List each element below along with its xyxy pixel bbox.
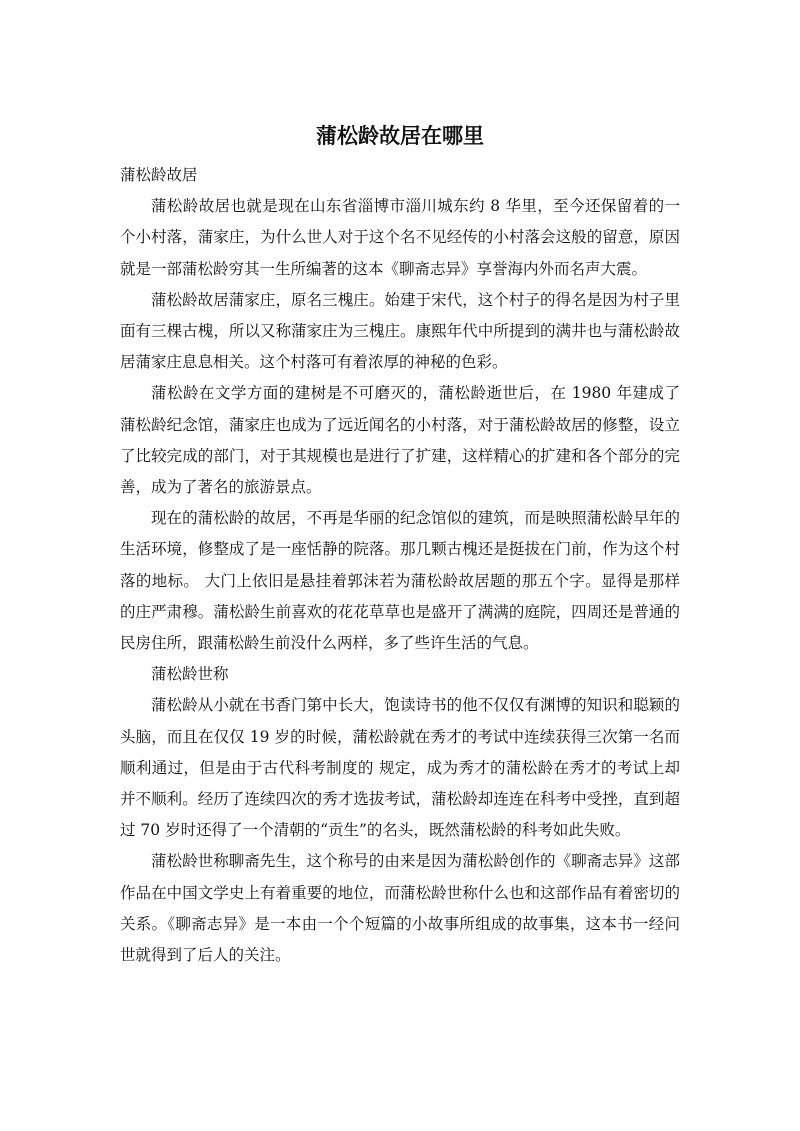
document-title: 蒲松龄故居在哪里 [316,124,484,148]
paragraph: 蒲松龄从小就在书香门第中长大，饱读诗书的他不仅仅有渊博的知识和聪颖的头脑，而且在仅仅 19 岁的时候，蒲松龄就在秀才的考试中连续获得三次第一名而顺利通过，但是由于古代科考制度的 规定，成为秀才的蒲松龄在秀才的考试上却并不顺利。经历了连续四次的秀才选拔考试，蒲松龄却连连在科考中受挫，直到超过 70 岁时还得了一个清朝的“贡生”的名头，既然蒲松龄的科考如此失败。 [120,696,680,840]
section-heading-guju: 蒲松龄故居 [120,166,198,184]
paragraph: 蒲松龄故居也就是现在山东省淄博市淄川城东约 8 华里，至今还保留着的一个小村落，蒲家庄，为什么世人对于这个名不见经传的小村落会这般的留意，原因就是一部蒲松龄穷其一生所编著的这本《聊斋志异》享誉海内外而名声大震。 [120,197,680,278]
paragraph: 蒲松龄在文学方面的建树是不可磨灭的，蒲松龄逝世后，在 1980 年建成了蒲松龄纪念馆，蒲家庄也成为了远近闻名的小村落，对于蒲松龄故居的修整，设立了比较完成的部门，对于其规模也是进行了扩建，这样精心的扩建和各个部分的完善，成为了著名的旅游景点。 [120,384,680,497]
document-body [120,160,680,971]
paragraph: 现在的蒲松龄的故居，不再是华丽的纪念馆似的建筑，而是映照蒲松龄早年的生活环境，修整成了是一座恬静的院落。那几颗古槐还是挺拔在门前，作为这个村落的地标。 大门上依旧是悬挂着郭沫若为蒲松龄故居题的那五个字。显得是那样的庄严肃穆。蒲松龄生前喜欢的花花草草也是盛开了满满的庭院，四周还是普通的民房住所，跟蒲松龄生前没什么两样，多了些许生活的气息。 [120,509,680,653]
paragraph: 蒲松龄故居蒲家庄，原名三槐庄。始建于宋代，这个村子的得名是因为村子里面有三棵古槐，所以又称蒲家庄为三槐庄。康熙年代中所提到的满井也与蒲松龄故居蒲家庄息息相关。这个村落可有着浓厚的神秘的色彩。 [120,290,680,372]
paragraph: 蒲松龄世称聊斋先生，这个称号的由来是因为蒲松龄创作的《聊斋志异》这部作品在中国文学史上有着重要的地位，而蒲松龄世称什么也和这部作品有着密切的关系。《聊斋志异》是一本由一个个短篇的小故事所组成的故事集，这本书一经问世就得到了后人的关注。 [120,852,680,965]
section-heading-shicheng: 蒲松龄世称 [151,665,229,684]
